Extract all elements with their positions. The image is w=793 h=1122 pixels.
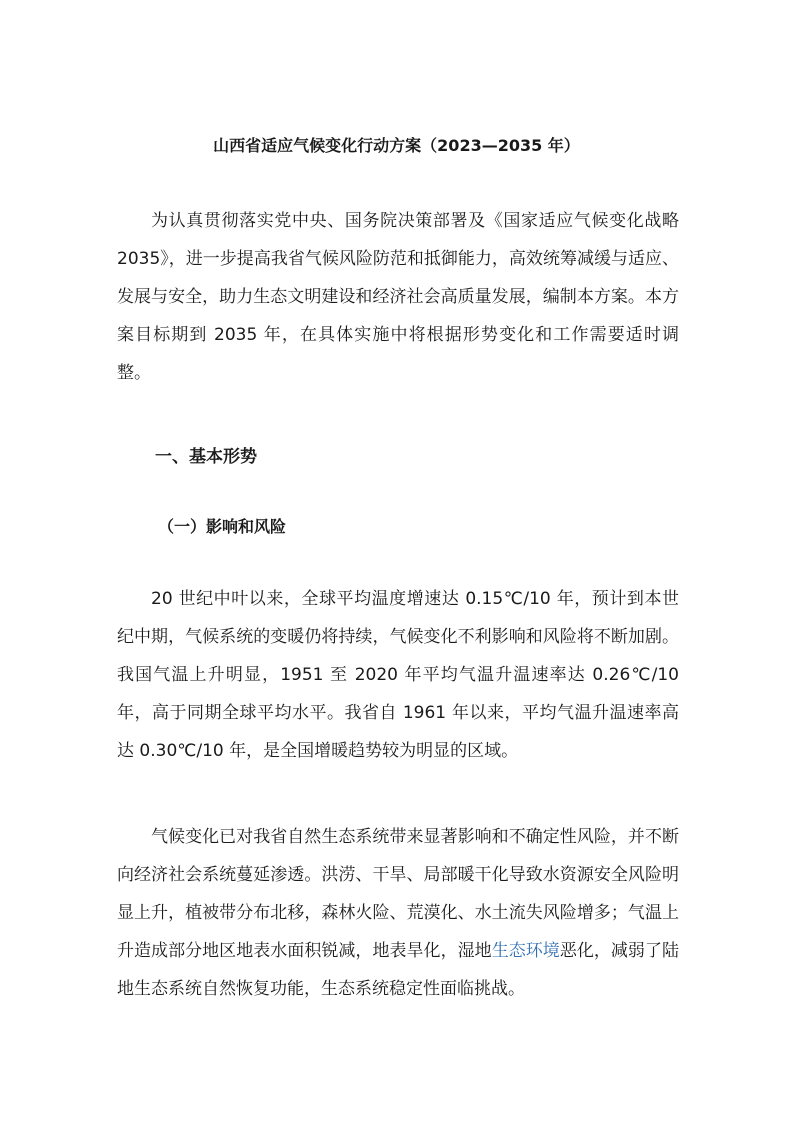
ecological-environment-link[interactable]: 生态环境 [491, 941, 560, 961]
intro-paragraph: 为认真贯彻落实党中央、国务院决策部署及《国家适应气候变化战略 2035》，进一步提高我省气候风险防范和抵御能力，高效统筹减缓与适应、发展与安全，助力生态文明建设和经济社会高质量发展，编制本方案。本方案目标期到 2035 年，在具体实施中将根据形势变化和工作需要适时调整。 [117, 211, 679, 383]
warming-trend-paragraph: 20 世纪中叶以来，全球平均温度增速达 0.15℃/10 年，预计到本世纪中期，气候系统的变暖仍将持续，气候变化不利影响和风险将不断加剧。我国气温上升明显，1951 至 2020 年平均气温升温速率达 0.26℃/10 年，高于同期全球平均水平。我省自 1961 年以来，平均气温升温速率高达 0.30℃/10 年，是全国增暖趋势较为明显的区域。 [117, 589, 679, 761]
impact-text-before-link: 气候变化已对我省自然生态系统带来显著影响和不确定性风险，并不断向经济社会系统蔓延渗透。洪涝、干旱、局部暖干化导致水资源安全风险明显上升，植被带分布北移，森林火险、荒漠化、水土流失风险增多；气温上升造成部分地区地表水面积锐减，地表旱化，湿地 [117, 827, 679, 961]
document-title: 山西省适应气候变化行动方案（2023—2035 年） [213, 136, 580, 155]
section-heading-basic-situation: 一、基本形势 [155, 447, 257, 467]
subsection-heading-impacts-risks: （一）影响和风险 [158, 517, 287, 536]
impact-paragraph [117, 818, 679, 1008]
impact-text-after-link: 恶化，减弱了陆地生态系统自然恢复功能，生态系统稳定性面临挑战。 [117, 941, 679, 999]
